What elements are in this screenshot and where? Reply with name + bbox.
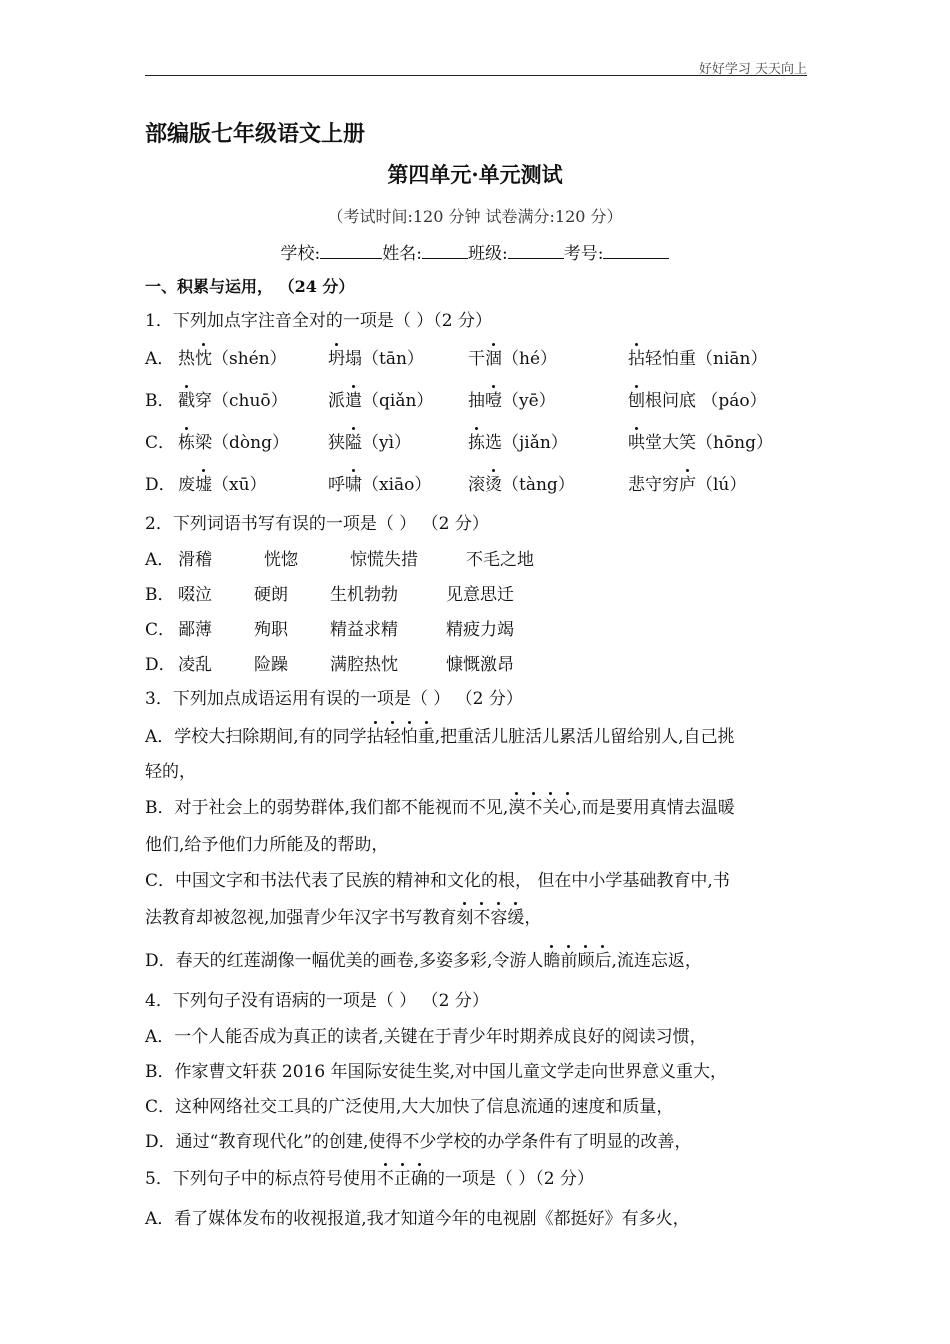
class-blank[interactable]: [508, 241, 564, 259]
q1-option-item: 干涸（hé）: [468, 349, 558, 369]
q3-b-idiom: [508, 798, 576, 818]
dotted-char: 涸: [485, 349, 502, 369]
q1-option-item: 抽噎（yē）: [468, 391, 556, 411]
q1-option-item: 悲守穷庐（lú）: [628, 475, 747, 495]
dotted-char: 顾: [577, 951, 595, 971]
dotted-char: 瞻: [543, 951, 561, 971]
dotted-char: 烫: [485, 475, 502, 495]
q1-option-item: 热忱（shén）: [178, 349, 287, 369]
q2-option-label: D．: [145, 655, 176, 675]
dotted-char: 轻: [383, 727, 401, 747]
q5-emphasis: [377, 1169, 428, 1189]
header-rule: [145, 75, 807, 76]
q3-option-c-cont: 法教育却被忽视,加强青少年汉字书写教育刻不容缓，: [145, 908, 542, 928]
dotted-char: 戳: [178, 391, 195, 411]
class-label: 班级:: [468, 244, 508, 264]
q1-option-label: B．: [145, 391, 175, 411]
dotted-char: 拈: [366, 727, 384, 747]
q2-option-word: 慷慨激昂: [446, 655, 514, 675]
q1-option-item: 派遣（qiǎn）: [328, 391, 434, 411]
q2-option-word: 满腔热忱: [330, 655, 398, 675]
dotted-char: 后: [594, 951, 612, 971]
dotted-char: 忱: [195, 349, 212, 369]
q1-option-label: A．: [145, 349, 175, 369]
q2-option-word: 殉职: [254, 620, 288, 640]
dotted-char: 哄: [628, 433, 645, 453]
dotted-char: 心: [559, 798, 577, 818]
exam-title: 第四单元·单元测试: [387, 162, 563, 187]
dotted-char: 不: [473, 908, 491, 928]
dotted-char: 容: [490, 908, 508, 928]
q2-option-word: 惊慌失措: [350, 550, 418, 570]
school-label: 学校:: [280, 244, 321, 264]
q1-option-item: 坍塌（tān）: [328, 349, 424, 369]
q2-option-word: 见意思迁: [446, 585, 514, 605]
q3-option-a: A．学校大扫除期间,有的同学拈轻怕重,把重活儿脏活儿累活儿留给别人,自己挑: [145, 727, 735, 747]
q2-option-word: 精疲力竭: [446, 620, 514, 640]
q3-c-idiom: [456, 908, 524, 928]
q3-a-idiom: [367, 727, 435, 747]
info-fields: [0, 241, 950, 265]
q1-option-item: 拈轻怕重（niān）: [628, 349, 768, 369]
q4-stem: 4．下列句子没有语病的一项是（ ） （2 分）: [145, 991, 489, 1011]
q1-option-item: 废墟（xū）: [178, 475, 267, 495]
q1-option-item: 栋梁（dòng）: [178, 433, 289, 453]
section-heading: 一、积累与运用， （24 分）: [145, 277, 355, 296]
q2-option-label: C．: [145, 620, 176, 640]
dotted-char: 不: [525, 798, 543, 818]
q3-option-d: D．春天的红莲湖像一幅优美的画卷,多姿多彩,令游人瞻前顾后,流连忘返，: [145, 951, 702, 971]
dotted-char: 隘: [345, 433, 362, 453]
dotted-char: 怕: [400, 727, 418, 747]
q3-option-a-cont: 轻的，: [145, 762, 196, 782]
q1-stem: 1．下列加点字注音全对的一项是（ ）（2 分）: [145, 311, 492, 331]
name-blank[interactable]: [422, 241, 468, 259]
dotted-char: 庐: [679, 475, 696, 495]
q2-option-word: 鄙薄: [178, 620, 212, 640]
name-label: 姓名:: [382, 244, 422, 264]
q4-option-a: A．一个人能否成为真正的读者,关键在于青少年时期养成良好的阅读习惯，: [145, 1027, 707, 1047]
q5-stem: 5．下列句子中的标点符号使用不正确的一项是（ ）（2 分）: [145, 1169, 594, 1189]
dotted-char: 墟: [195, 475, 212, 495]
q2-stem: 2．下列词语书写有误的一项是（ ） （2 分）: [145, 514, 489, 534]
q3-option-b: B．对于社会上的弱势群体,我们都不能视而不见,漠不关心,而是要用真情去温暖: [145, 798, 735, 818]
q2-option-word: 凌乱: [178, 655, 212, 675]
q1-option-item: 狭隘（yì）: [328, 433, 412, 453]
q1-option-item: 呼啸（xiāo）: [328, 475, 432, 495]
dotted-char: 漠: [508, 798, 526, 818]
q2-option-word: 生机勃勃: [330, 585, 398, 605]
q2-option-word: 险躁: [254, 655, 288, 675]
dotted-char: 重: [417, 727, 435, 747]
q2-option-label: B．: [145, 585, 175, 605]
exam-info: （考试时间:120 分钟 试卷满分:120 分）: [327, 207, 623, 226]
dotted-char: 坍: [328, 349, 345, 369]
dotted-char: 缓: [507, 908, 525, 928]
q1-option-item: 滚烫（tàng）: [468, 475, 575, 495]
school-blank[interactable]: [320, 241, 382, 259]
dotted-char: 拣: [468, 433, 485, 453]
q1-option-item: 哄堂大笑（hōng）: [628, 433, 774, 453]
q2-option-word: 硬朗: [254, 585, 288, 605]
q4-option-b: B．作家曹文轩获 2016 年国际安徒生奖,对中国儿童文学走向世界意义重大，: [145, 1062, 727, 1082]
dotted-char: 拈: [628, 349, 645, 369]
dotted-char: 啸: [345, 475, 362, 495]
dotted-char: 栋: [178, 433, 195, 453]
dotted-char: 刨: [628, 391, 645, 411]
book-title: 部编版七年级语文上册: [145, 121, 366, 147]
q2-option-word: 啜泣: [178, 585, 212, 605]
q3-stem: 3．下列加点成语运用有误的一项是（ ） （2 分）: [145, 689, 523, 709]
q1-option-item: 刨根问底 （páo）: [628, 391, 767, 411]
q4-option-c: C．这种网络社交工具的广泛使用,大大加快了信息流通的速度和质量，: [145, 1097, 674, 1117]
q5-option-a: A．看了媒体发布的收视报道,我才知道今年的电视剧《都挺好》有多火，: [145, 1209, 690, 1229]
q1-option-label: C．: [145, 433, 176, 453]
dotted-char: 正: [393, 1169, 411, 1189]
dotted-char: 前: [560, 951, 578, 971]
q3-option-b-cont: 他们,给予他们力所能及的帮助，: [145, 835, 389, 855]
number-blank[interactable]: [603, 241, 669, 259]
dotted-char: 确: [410, 1169, 428, 1189]
q2-option-label: A．: [145, 550, 175, 570]
dotted-char: 关: [542, 798, 560, 818]
q2-option-word: 精益求精: [330, 620, 398, 640]
q1-option-item: 戳穿（chuō）: [178, 391, 288, 411]
dotted-char: 不: [376, 1169, 394, 1189]
q2-option-word: 不毛之地: [466, 550, 534, 570]
dotted-char: 遣: [345, 391, 362, 411]
dotted-char: 刻: [456, 908, 474, 928]
q3-option-c: C．中国文字和书法代表了民族的精神和文化的根， 但在中小学基础教育中,书: [145, 871, 730, 891]
q1-option-label: D．: [145, 475, 176, 495]
header-motto: 好好学习 天天向上: [698, 62, 807, 77]
q2-option-word: 滑稽: [178, 550, 212, 570]
dotted-char: 噎: [485, 391, 502, 411]
q3-d-idiom: [543, 951, 611, 971]
q1-option-item: 拣选（jiǎn）: [468, 433, 568, 453]
number-label: 考号:: [563, 244, 604, 264]
q4-option-d: D．通过“教育现代化”的创建,使得不少学校的办学条件有了明显的改善，: [145, 1132, 692, 1152]
q2-option-word: 恍惚: [264, 550, 298, 570]
